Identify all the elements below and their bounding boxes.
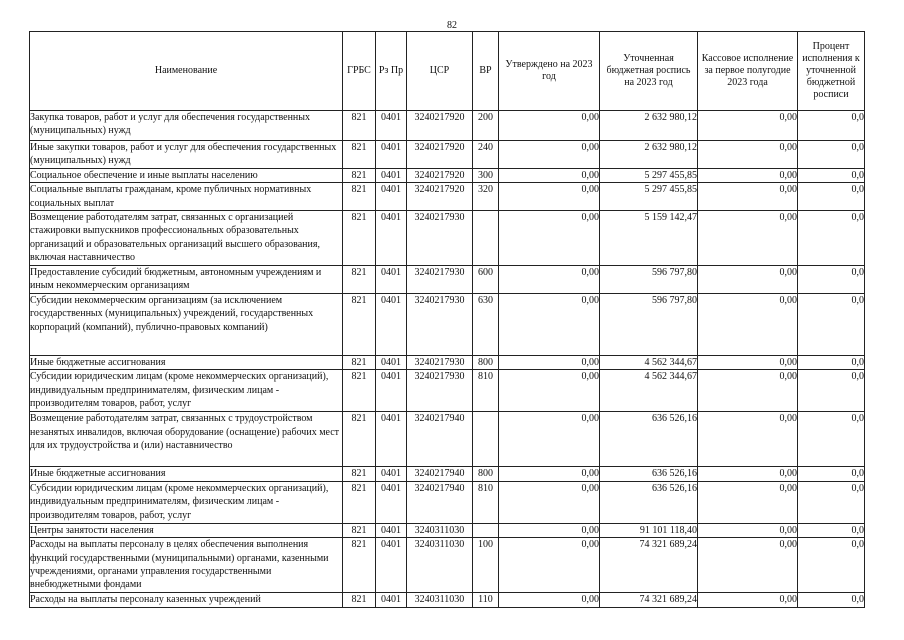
cell-percent: 0,0 — [798, 356, 865, 370]
cell-percent: 0,0 — [798, 141, 865, 169]
cell-refined: 5 297 455,85 — [600, 183, 698, 211]
cell-approved: 0,00 — [499, 412, 600, 467]
cell-percent: 0,0 — [798, 183, 865, 211]
cell-csr: 3240217930 — [407, 294, 473, 356]
cell-name: Социальное обеспечение и иные выплаты населению — [30, 168, 343, 182]
cell-refined: 636 526,16 — [600, 481, 698, 523]
cell-refined: 596 797,80 — [600, 294, 698, 356]
cell-vr: 810 — [473, 370, 499, 412]
cell-grbs: 821 — [343, 141, 376, 169]
cell-csr: 3240217920 — [407, 111, 473, 141]
cell-approved: 0,00 — [499, 356, 600, 370]
table-row — [30, 294, 865, 356]
cell-rzpr: 0401 — [376, 211, 407, 266]
cell-approved: 0,00 — [499, 481, 600, 523]
cell-vr: 240 — [473, 141, 499, 169]
cell-percent: 0,0 — [798, 538, 865, 593]
cell-name: Закупка товаров, работ и услуг для обеспечения государственных (муниципальных) нужд — [30, 111, 343, 141]
cell-name: Иные бюджетные ассигнования — [30, 356, 343, 370]
cell-csr: 3240311030 — [407, 538, 473, 593]
cell-grbs: 821 — [343, 538, 376, 593]
cell-vr: 320 — [473, 183, 499, 211]
cell-approved: 0,00 — [499, 523, 600, 537]
cell-grbs: 821 — [343, 370, 376, 412]
cell-vr: 630 — [473, 294, 499, 356]
cell-percent: 0,0 — [798, 412, 865, 467]
cell-rzpr: 0401 — [376, 412, 407, 467]
cell-grbs: 821 — [343, 523, 376, 537]
table-row — [30, 266, 865, 294]
cell-vr — [473, 211, 499, 266]
cell-rzpr: 0401 — [376, 370, 407, 412]
table-row — [30, 211, 865, 266]
cell-rzpr: 0401 — [376, 141, 407, 169]
table-row — [30, 481, 865, 523]
cell-rzpr: 0401 — [376, 183, 407, 211]
cell-name: Расходы на выплаты персоналу казенных учреждений — [30, 593, 343, 608]
cell-percent: 0,0 — [798, 111, 865, 141]
table-body — [30, 111, 865, 608]
table-row — [30, 141, 865, 169]
cell-grbs: 821 — [343, 211, 376, 266]
cell-name: Иные бюджетные ассигнования — [30, 467, 343, 481]
cell-grbs: 821 — [343, 183, 376, 211]
cell-grbs: 821 — [343, 356, 376, 370]
cell-grbs: 821 — [343, 593, 376, 608]
cell-csr: 3240217920 — [407, 168, 473, 182]
cell-rzpr: 0401 — [376, 294, 407, 356]
cell-csr: 3240217920 — [407, 183, 473, 211]
cell-name: Субсидии юридическим лицам (кроме некоммерческих организаций), индивидуальным предпринимателям, физическим лицам - производителям товаров, работ, услуг — [30, 370, 343, 412]
cell-approved: 0,00 — [499, 538, 600, 593]
cell-vr: 800 — [473, 467, 499, 481]
cell-percent: 0,0 — [798, 294, 865, 356]
cell-executed: 0,00 — [698, 538, 798, 593]
cell-refined: 636 526,16 — [600, 412, 698, 467]
cell-approved: 0,00 — [499, 370, 600, 412]
cell-grbs: 821 — [343, 266, 376, 294]
cell-name: Предоставление субсидий бюджетным, автономным учреждениям и иным некоммерческим организациям — [30, 266, 343, 294]
cell-executed: 0,00 — [698, 294, 798, 356]
cell-csr: 3240311030 — [407, 593, 473, 608]
cell-executed: 0,00 — [698, 370, 798, 412]
cell-vr: 600 — [473, 266, 499, 294]
budget-table — [29, 31, 865, 608]
cell-executed: 0,00 — [698, 211, 798, 266]
header-row — [30, 32, 865, 111]
cell-executed: 0,00 — [698, 168, 798, 182]
cell-name: Социальные выплаты гражданам, кроме публичных нормативных социальных выплат — [30, 183, 343, 211]
cell-rzpr: 0401 — [376, 467, 407, 481]
cell-percent: 0,0 — [798, 370, 865, 412]
cell-name: Иные закупки товаров, работ и услуг для обеспечения государственных (муниципальных) нужд — [30, 141, 343, 169]
cell-vr: 100 — [473, 538, 499, 593]
cell-grbs: 821 — [343, 168, 376, 182]
table-row — [30, 111, 865, 141]
cell-executed: 0,00 — [698, 266, 798, 294]
cell-refined: 636 526,16 — [600, 467, 698, 481]
cell-approved: 0,00 — [499, 593, 600, 608]
table-row — [30, 356, 865, 370]
cell-approved: 0,00 — [499, 211, 600, 266]
cell-csr: 3240217940 — [407, 467, 473, 481]
cell-approved: 0,00 — [499, 141, 600, 169]
table-row — [30, 523, 865, 537]
header-refined: Уточненная бюджетная роспись на 2023 год — [600, 32, 698, 111]
cell-executed: 0,00 — [698, 183, 798, 211]
header-grbs: ГРБС — [343, 32, 376, 111]
header-rzpr: Рз Пр — [376, 32, 407, 111]
header-csr: ЦСР — [407, 32, 473, 111]
table-row — [30, 593, 865, 608]
cell-percent: 0,0 — [798, 211, 865, 266]
cell-name: Возмещение работодателям затрат, связанных с организацией стажировки выпускников профессиональных образовательных организаций и образовательных организаций высшего образования, включая наставничество — [30, 211, 343, 266]
cell-refined: 596 797,80 — [600, 266, 698, 294]
cell-rzpr: 0401 — [376, 593, 407, 608]
table-row — [30, 467, 865, 481]
cell-grbs: 821 — [343, 481, 376, 523]
cell-approved: 0,00 — [499, 266, 600, 294]
cell-percent: 0,0 — [798, 168, 865, 182]
cell-grbs: 821 — [343, 111, 376, 141]
cell-percent: 0,0 — [798, 467, 865, 481]
cell-refined: 4 562 344,67 — [600, 356, 698, 370]
table-row — [30, 183, 865, 211]
cell-csr: 3240217930 — [407, 356, 473, 370]
cell-refined: 2 632 980,12 — [600, 141, 698, 169]
cell-executed: 0,00 — [698, 356, 798, 370]
cell-refined: 5 159 142,47 — [600, 211, 698, 266]
cell-csr: 3240217930 — [407, 266, 473, 294]
cell-rzpr: 0401 — [376, 266, 407, 294]
cell-vr: 200 — [473, 111, 499, 141]
page-number: 82 — [447, 20, 457, 31]
cell-csr: 3240217940 — [407, 481, 473, 523]
cell-vr — [473, 523, 499, 537]
table-row — [30, 538, 865, 593]
table-row — [30, 370, 865, 412]
cell-approved: 0,00 — [499, 294, 600, 356]
cell-csr: 3240217930 — [407, 370, 473, 412]
cell-executed: 0,00 — [698, 467, 798, 481]
cell-vr: 110 — [473, 593, 499, 608]
header-executed: Кассовое исполнение за первое полугодие 2023 года — [698, 32, 798, 111]
table-row — [30, 412, 865, 467]
cell-grbs: 821 — [343, 294, 376, 356]
cell-vr: 800 — [473, 356, 499, 370]
cell-approved: 0,00 — [499, 183, 600, 211]
cell-name: Субсидии юридическим лицам (кроме некоммерческих организаций), индивидуальным предпринимателям, физическим лицам - производителям товаров, работ, услуг — [30, 481, 343, 523]
cell-vr: 300 — [473, 168, 499, 182]
header-percent: Процент исполнения к уточненной бюджетной росписи — [798, 32, 865, 111]
cell-approved: 0,00 — [499, 467, 600, 481]
cell-rzpr: 0401 — [376, 538, 407, 593]
cell-percent: 0,0 — [798, 523, 865, 537]
cell-executed: 0,00 — [698, 412, 798, 467]
cell-vr — [473, 412, 499, 467]
header-vr: ВР — [473, 32, 499, 111]
cell-vr: 810 — [473, 481, 499, 523]
cell-rzpr: 0401 — [376, 111, 407, 141]
cell-refined: 2 632 980,12 — [600, 111, 698, 141]
cell-refined: 74 321 689,24 — [600, 593, 698, 608]
cell-grbs: 821 — [343, 467, 376, 481]
cell-executed: 0,00 — [698, 593, 798, 608]
cell-name: Центры занятости населения — [30, 523, 343, 537]
cell-rzpr: 0401 — [376, 481, 407, 523]
cell-percent: 0,0 — [798, 481, 865, 523]
cell-csr: 3240217940 — [407, 412, 473, 467]
cell-executed: 0,00 — [698, 481, 798, 523]
cell-executed: 0,00 — [698, 523, 798, 537]
header-approved: Утверждено на 2023 год — [499, 32, 600, 111]
cell-refined: 5 297 455,85 — [600, 168, 698, 182]
cell-name: Возмещение работодателям затрат, связанных с трудоустройством незанятых инвалидов, включая оборудование (оснащение) рабочих мест для их трудоустройства и (или) наставничество — [30, 412, 343, 467]
header-name: Наименование — [30, 32, 343, 111]
cell-rzpr: 0401 — [376, 168, 407, 182]
cell-approved: 0,00 — [499, 168, 600, 182]
cell-rzpr: 0401 — [376, 523, 407, 537]
cell-refined: 91 101 118,40 — [600, 523, 698, 537]
cell-csr: 3240311030 — [407, 523, 473, 537]
cell-grbs: 821 — [343, 412, 376, 467]
cell-executed: 0,00 — [698, 111, 798, 141]
cell-csr: 3240217920 — [407, 141, 473, 169]
cell-csr: 3240217930 — [407, 211, 473, 266]
cell-name: Субсидии некоммерческим организациям (за исключением государственных (муниципальных) учреждений, государственных корпораций (компаний), публично-правовых компаний) — [30, 294, 343, 356]
cell-name: Расходы на выплаты персоналу в целях обеспечения выполнения функций государственными (муниципальными) органами, казенными учреждениями, органами управления государственными внебюджетными фондами — [30, 538, 343, 593]
cell-percent: 0,0 — [798, 266, 865, 294]
cell-approved: 0,00 — [499, 111, 600, 141]
table-row — [30, 168, 865, 182]
cell-percent: 0,0 — [798, 593, 865, 608]
cell-refined: 74 321 689,24 — [600, 538, 698, 593]
cell-executed: 0,00 — [698, 141, 798, 169]
cell-rzpr: 0401 — [376, 356, 407, 370]
cell-refined: 4 562 344,67 — [600, 370, 698, 412]
